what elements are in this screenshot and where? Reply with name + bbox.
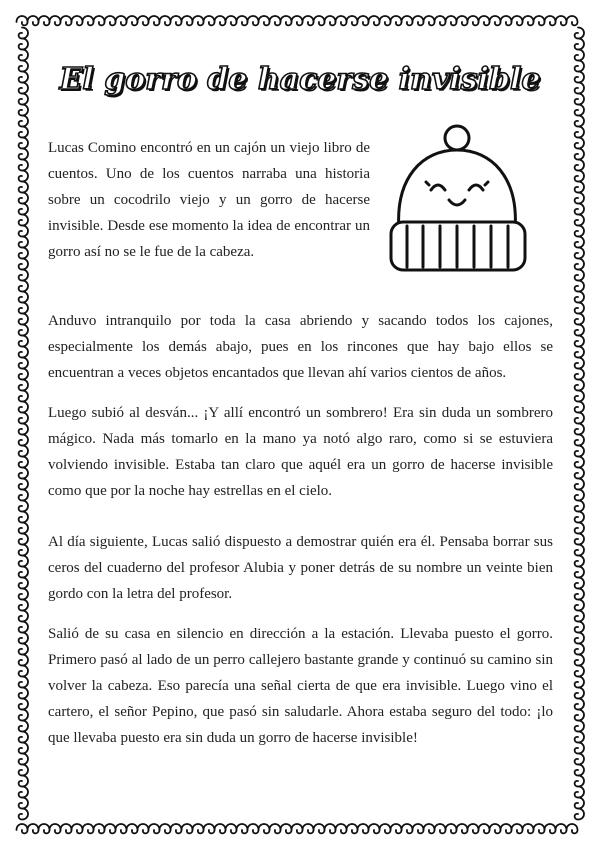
border-curl	[413, 16, 424, 25]
border-curl	[226, 16, 237, 25]
border-curl	[19, 435, 28, 446]
border-curl	[19, 534, 28, 545]
border-curl	[446, 16, 457, 25]
border-curl	[575, 468, 584, 479]
border-curl	[534, 824, 545, 833]
border-curl	[575, 391, 584, 402]
border-curl	[19, 490, 28, 501]
border-curl	[575, 424, 584, 435]
border-curl	[19, 61, 28, 72]
border-curl	[575, 402, 584, 413]
border-curl	[19, 721, 28, 732]
border-curl	[575, 28, 584, 39]
border-curl	[28, 16, 39, 25]
border-curl	[545, 824, 556, 833]
border-curl	[575, 160, 584, 171]
border-curl	[575, 303, 584, 314]
border-curl	[575, 39, 584, 50]
border-curl	[575, 457, 584, 468]
border-curl	[575, 666, 584, 677]
border-curl	[19, 666, 28, 677]
border-curl	[171, 16, 182, 25]
border-curl	[575, 622, 584, 633]
border-curl	[171, 824, 182, 833]
border-curl	[435, 824, 446, 833]
paragraph-3: Luego subió al desván... ¡Y allí encontró un sombrero! Era sin duda un sombrero mágico. Nada más tomarlo en la mano ya notó algo raro, como si se estuviera volviendo invisible. Estaba tan claro que aquél era un gorro de hacerse invisible como que por la noche hay estrellas en el cielo.	[48, 405, 553, 499]
border-curl	[149, 16, 160, 25]
border-curl	[19, 303, 28, 314]
border-curl	[567, 16, 578, 25]
border-curl	[512, 16, 523, 25]
border-curl	[457, 16, 468, 25]
border-curl	[468, 824, 479, 833]
border-curl	[358, 824, 369, 833]
border-curl	[19, 347, 28, 358]
border-curl	[270, 824, 281, 833]
border-curl	[575, 743, 584, 754]
border-curl	[575, 193, 584, 204]
border-curl	[19, 259, 28, 270]
border-curl	[575, 182, 584, 193]
border-curl	[19, 677, 28, 688]
border-curl	[50, 16, 61, 25]
border-curl	[215, 824, 226, 833]
border-curl	[479, 16, 490, 25]
border-curl	[19, 787, 28, 798]
border-curl	[575, 589, 584, 600]
border-curl	[575, 171, 584, 182]
border-curl	[402, 16, 413, 25]
border-curl	[19, 336, 28, 347]
border-curl	[457, 824, 468, 833]
border-curl	[479, 824, 490, 833]
border-curl	[19, 710, 28, 721]
border-curl	[575, 534, 584, 545]
border-curl	[138, 16, 149, 25]
border-curl	[193, 16, 204, 25]
border-curl	[575, 776, 584, 787]
border-curl	[435, 16, 446, 25]
border-curl	[575, 94, 584, 105]
border-curl	[19, 182, 28, 193]
border-curl	[105, 16, 116, 25]
border-curl	[19, 589, 28, 600]
border-curl	[534, 16, 545, 25]
border-curl	[575, 611, 584, 622]
border-curl	[193, 824, 204, 833]
border-curl	[19, 138, 28, 149]
border-curl	[575, 490, 584, 501]
border-curl	[19, 380, 28, 391]
border-curl	[380, 16, 391, 25]
border-curl	[19, 226, 28, 237]
border-curl	[575, 380, 584, 391]
border-curl	[292, 16, 303, 25]
border-curl	[19, 28, 28, 39]
border-curl	[19, 446, 28, 457]
border-curl	[94, 16, 105, 25]
border-curl	[160, 824, 171, 833]
border-curl	[347, 824, 358, 833]
border-curl	[575, 721, 584, 732]
border-curl	[575, 358, 584, 369]
paragraph-2: Anduvo intranquilo por toda la casa abriendo y sacando todos los cajones, especialmente los demás abajo, pues en los rincones que hay bajo ellos se encuentran a veces objetos encantados que llevan ahí varios cientos de años.	[48, 313, 553, 381]
border-curl	[19, 171, 28, 182]
border-curl	[204, 16, 215, 25]
border-curl	[347, 16, 358, 25]
border-curl	[270, 16, 281, 25]
border-curl	[19, 655, 28, 666]
border-curl	[19, 457, 28, 468]
border-curl	[575, 215, 584, 226]
border-curl	[19, 193, 28, 204]
border-curl	[19, 468, 28, 479]
border-curl	[575, 633, 584, 644]
border-curl	[19, 688, 28, 699]
border-curl	[575, 336, 584, 347]
border-curl	[523, 16, 534, 25]
border-curl	[19, 50, 28, 61]
border-curl	[19, 391, 28, 402]
border-curl	[575, 226, 584, 237]
border-curl	[523, 824, 534, 833]
border-curl	[50, 824, 61, 833]
border-curl	[17, 16, 28, 25]
border-curl	[575, 149, 584, 160]
border-curl	[336, 16, 347, 25]
border-curl	[575, 83, 584, 94]
border-curl	[575, 72, 584, 83]
border-curl	[61, 824, 72, 833]
border-curl	[575, 787, 584, 798]
border-curl	[575, 292, 584, 303]
border-curl	[19, 600, 28, 611]
border-curl	[490, 16, 501, 25]
border-curl	[138, 824, 149, 833]
border-curl	[72, 824, 83, 833]
border-curl	[575, 765, 584, 776]
border-curl	[575, 116, 584, 127]
border-curl	[19, 248, 28, 259]
border-curl	[19, 215, 28, 226]
border-curl	[575, 50, 584, 61]
border-curl	[575, 798, 584, 809]
border-curl	[292, 824, 303, 833]
border-curl	[19, 809, 28, 820]
border-curl	[19, 105, 28, 116]
border-curl	[160, 16, 171, 25]
border-curl	[336, 824, 347, 833]
border-curl	[575, 270, 584, 281]
border-curl	[424, 16, 435, 25]
border-curl	[19, 556, 28, 567]
border-curl	[575, 600, 584, 611]
border-curl	[575, 754, 584, 765]
border-curl	[391, 16, 402, 25]
border-curl	[19, 314, 28, 325]
border-curl	[19, 611, 28, 622]
border-curl	[575, 237, 584, 248]
border-curl	[248, 16, 259, 25]
border-curl	[575, 644, 584, 655]
border-curl	[556, 824, 567, 833]
border-curl	[237, 824, 248, 833]
border-curl	[369, 16, 380, 25]
border-curl	[19, 622, 28, 633]
border-curl	[575, 556, 584, 567]
border-curl	[575, 259, 584, 270]
border-curl	[19, 127, 28, 138]
border-curl	[94, 824, 105, 833]
border-curl	[575, 545, 584, 556]
border-curl	[391, 824, 402, 833]
border-curl	[127, 824, 138, 833]
border-curl	[19, 369, 28, 380]
border-curl	[19, 424, 28, 435]
border-curl	[19, 765, 28, 776]
border-curl	[490, 824, 501, 833]
border-curl	[19, 523, 28, 534]
border-curl	[303, 824, 314, 833]
border-curl	[17, 824, 28, 833]
border-curl	[545, 16, 556, 25]
border-curl	[19, 402, 28, 413]
border-curl	[575, 281, 584, 292]
border-curl	[501, 16, 512, 25]
paragraph-4: Al día siguiente, Lucas salió dispuesto a demostrar quién era él. Pensaba borrar sus ceros del cuaderno del profesor Alubia y poner detrás de su nombre un veinte bien gordo con la letra del profesor.	[48, 534, 553, 602]
border-curl	[72, 16, 83, 25]
border-curl	[182, 16, 193, 25]
paragraph-5: Salió de su casa en silencio en dirección a la estación. Llevaba puesto el gorro. Primero pasó al lado de un perro callejero bastante grande y continuó su camino sin volver la cabeza. Eso parecía una señal cierta de que era invisible. Luego vino el cartero, el señor Pepino, que pasó sin saludarle. Ahora estaba seguro del todo: ¡lo que llevaba puesto era sin duda un gorro de hacerse invisible!	[48, 626, 553, 746]
border-curl	[28, 824, 39, 833]
border-curl	[19, 39, 28, 50]
border-curl	[19, 204, 28, 215]
border-curl	[303, 16, 314, 25]
border-curl	[204, 824, 215, 833]
border-curl	[19, 479, 28, 490]
border-curl	[19, 116, 28, 127]
border-curl	[19, 149, 28, 160]
border-curl	[61, 16, 72, 25]
border-curl	[380, 824, 391, 833]
border-curl	[19, 83, 28, 94]
border-curl	[369, 824, 380, 833]
border-curl	[424, 824, 435, 833]
border-curl	[39, 824, 50, 833]
border-curl	[575, 369, 584, 380]
border-curl	[19, 743, 28, 754]
border-curl	[19, 776, 28, 787]
border-curl	[575, 138, 584, 149]
border-curl	[575, 248, 584, 259]
border-curl	[314, 824, 325, 833]
border-curl	[402, 824, 413, 833]
border-curl	[575, 567, 584, 578]
border-curl	[19, 413, 28, 424]
border-curl	[575, 446, 584, 457]
border-curl	[575, 314, 584, 325]
border-curl	[19, 512, 28, 523]
border-curl	[19, 160, 28, 171]
border-curl	[19, 270, 28, 281]
border-curl	[259, 824, 270, 833]
border-curl	[575, 347, 584, 358]
page-title: El gorro de hacerse invisible	[59, 62, 541, 97]
border-curl	[575, 655, 584, 666]
border-curl	[182, 824, 193, 833]
border-curl	[575, 732, 584, 743]
border-curl	[19, 281, 28, 292]
border-curl	[501, 824, 512, 833]
border-curl	[19, 567, 28, 578]
border-curl	[83, 824, 94, 833]
border-curl	[575, 578, 584, 589]
border-curl	[575, 710, 584, 721]
border-curl	[19, 237, 28, 248]
border-curl	[575, 61, 584, 72]
border-curl	[226, 824, 237, 833]
border-curl	[281, 16, 292, 25]
border-curl	[575, 413, 584, 424]
border-curl	[556, 16, 567, 25]
border-curl	[575, 523, 584, 534]
border-curl	[127, 16, 138, 25]
border-curl	[575, 512, 584, 523]
border-curl	[281, 824, 292, 833]
border-curl	[19, 325, 28, 336]
border-curl	[314, 16, 325, 25]
border-curl	[19, 633, 28, 644]
border-curl	[575, 204, 584, 215]
border-curl	[413, 824, 424, 833]
border-curl	[575, 688, 584, 699]
border-curl	[575, 325, 584, 336]
border-curl	[575, 501, 584, 512]
border-curl	[19, 501, 28, 512]
border-curl	[105, 824, 116, 833]
border-curl	[19, 644, 28, 655]
paragraph-1: Lucas Comino encontró en un cajón un viejo libro de cuentos. Uno de los cuentos narraba una historia sobre un cocodrilo viejo y un gorro de hacerse invisible. Desde ese momento la idea de encontrar un gorro así no se le fue de la cabeza.	[48, 140, 370, 260]
border-curl	[19, 94, 28, 105]
border-curl	[39, 16, 50, 25]
border-curl	[512, 824, 523, 833]
border-curl	[567, 824, 578, 833]
border-curl	[116, 824, 127, 833]
border-curl	[116, 16, 127, 25]
border-curl	[248, 824, 259, 833]
border-curl	[19, 292, 28, 303]
border-curl	[446, 824, 457, 833]
border-curl	[259, 16, 270, 25]
border-curl	[575, 479, 584, 490]
border-curl	[19, 798, 28, 809]
border-curl	[19, 358, 28, 369]
border-curl	[215, 16, 226, 25]
border-curl	[575, 105, 584, 116]
border-curl	[575, 435, 584, 446]
border-curl	[19, 72, 28, 83]
border-curl	[19, 578, 28, 589]
border-curl	[358, 16, 369, 25]
border-curl	[83, 16, 94, 25]
border-curl	[575, 699, 584, 710]
border-curl	[237, 16, 248, 25]
border-curl	[575, 677, 584, 688]
border-curl	[19, 754, 28, 765]
border-curl	[19, 545, 28, 556]
border-curl	[575, 127, 584, 138]
border-curl	[575, 809, 584, 820]
border-curl	[19, 732, 28, 743]
border-curl	[325, 16, 336, 25]
border-curl	[468, 16, 479, 25]
border-curl	[325, 824, 336, 833]
border-curl	[149, 824, 160, 833]
border-curl	[19, 699, 28, 710]
smiling-beanie-hat-icon	[385, 122, 533, 274]
